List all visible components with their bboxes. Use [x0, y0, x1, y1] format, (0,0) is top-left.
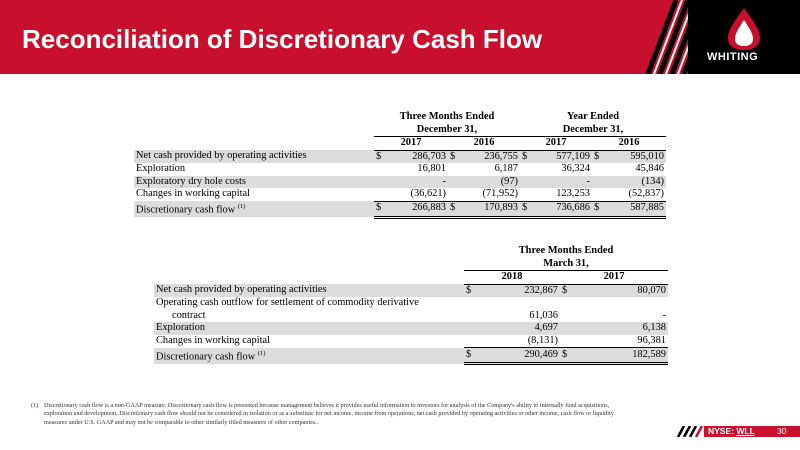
logo-wordmark: WHITING	[707, 51, 759, 63]
cell-value: 16,801	[417, 163, 446, 174]
cell-value: 170,893	[462, 201, 520, 217]
dollar-sign: $	[592, 150, 606, 163]
dollar-sign: $	[560, 284, 574, 297]
cell-value: 6,138	[574, 322, 668, 335]
cell-value: 587,885	[606, 201, 666, 217]
dollar-sign: $	[520, 201, 534, 217]
first-quarter-table	[154, 245, 668, 365]
page-number: 30	[777, 426, 787, 436]
table-row-continued	[154, 310, 668, 323]
year-header-row	[134, 137, 666, 151]
group-header-row	[134, 111, 666, 124]
cell-value: 595,010	[606, 150, 666, 163]
dollar-sign: $	[374, 150, 388, 163]
cell-value: 36,324	[561, 163, 590, 174]
cell-value: 80,070	[574, 284, 668, 297]
row-label: Net cash provided by operating activities	[154, 284, 464, 297]
dollar-sign: $	[448, 150, 462, 163]
dollar-sign: $	[448, 201, 462, 217]
year-header: 2017	[560, 271, 668, 285]
page-title: Reconciliation of Discretionary Cash Flow	[22, 24, 543, 54]
group-header: Three Months Ended	[399, 111, 495, 122]
cell-value: 45,846	[635, 163, 664, 174]
row-label: Discretionary cash flow $^{(1)}$	[154, 348, 464, 364]
dollar-sign: $	[374, 201, 388, 217]
dollar-sign: $	[464, 284, 478, 297]
dollar-sign: $	[592, 201, 606, 217]
row-label: Net cash provided by operating activities	[134, 150, 374, 163]
year-header-row	[154, 271, 668, 285]
footnote-marker: (1)	[257, 349, 266, 357]
group-subheader: December 31,	[520, 124, 666, 137]
cell-value: -	[388, 176, 448, 189]
group-subheader: March 31,	[464, 258, 668, 271]
dollar-sign: $	[560, 348, 574, 364]
row-label: Exploratory dry hole costs	[134, 176, 374, 189]
row-label: Operating cash outflow for settlement of commodity derivative	[156, 297, 419, 308]
cell-value: 736,686	[534, 201, 592, 217]
cell-value: 123,253	[534, 188, 592, 201]
row-label: Changes in working capital	[156, 334, 270, 346]
footer-stripe-decoration	[676, 426, 706, 437]
table-row	[134, 188, 666, 201]
fourth-quarter-and-annual-table	[134, 111, 666, 219]
total-row	[154, 348, 668, 364]
cell-value: (8,131)	[478, 335, 560, 348]
group-header: Three Months Ended	[518, 245, 614, 256]
cell-value: 4,697	[478, 322, 560, 335]
cell-value: (71,952)	[462, 188, 520, 201]
dollar-sign: $	[464, 348, 478, 364]
year-header: 2018	[464, 271, 560, 285]
cell-value: (97)	[462, 176, 520, 189]
cell-value: (36,621)	[388, 188, 448, 201]
cell-value: 266,883	[388, 201, 448, 217]
footnote	[31, 402, 614, 427]
year-header: 2016	[592, 137, 666, 151]
group-subheader-row	[134, 124, 666, 137]
cell-value: 290,469	[478, 348, 560, 364]
year-header: 2017	[374, 137, 448, 151]
cell-value: 236,755	[462, 150, 520, 163]
cell-value: -	[534, 176, 592, 189]
row-label: Changes in working capital	[136, 188, 250, 200]
table-row	[134, 163, 666, 176]
table-row	[134, 150, 666, 163]
row-label: Discretionary cash flow $^{(1)}$	[134, 201, 374, 217]
year-header: 2016	[448, 137, 520, 151]
dollar-sign: $	[520, 150, 534, 163]
cell-value: 286,703	[388, 150, 448, 163]
stock-ticker: NYSE: WLL	[708, 426, 755, 436]
group-subheader-row	[154, 258, 668, 271]
cell-value: 577,109	[534, 150, 592, 163]
total-row	[134, 201, 666, 217]
cell-value: 232,867	[478, 284, 560, 297]
group-subheader: December 31,	[374, 124, 520, 137]
cell-value: 96,381	[574, 335, 668, 348]
footnote-text: Discretionary cash flow is a non-GAAP measure. Discretionary cash flow is presented because management believes it provides useful information to investors for analysis of the Company's ability to internally fund acquisitions, exploration and development. Discretionary cash flow should not be considered in isolation or as a substitute for net income, income from operations, net cash provided by operating activities or other income, cash flow or liquidity measures under U.S. GAAP and may not be comparable to other similarly titled measures of other companies..	[44, 402, 614, 426]
footnote-marker: (1)	[237, 203, 246, 211]
group-header-row	[154, 245, 668, 258]
cell-value: (52,837)	[606, 188, 666, 201]
row-label-continued: contract	[172, 309, 206, 321]
company-logo	[688, 0, 800, 74]
row-label: Exploration	[136, 163, 186, 174]
table-row	[154, 297, 668, 310]
table-row	[134, 176, 666, 189]
table-row	[154, 284, 668, 297]
cell-value: -	[662, 309, 666, 321]
table-row	[154, 322, 668, 335]
cell-value: 6,187	[494, 163, 518, 174]
cell-value: 61,036	[529, 309, 558, 321]
cell-value: (134)	[606, 176, 666, 189]
title-banner	[0, 0, 800, 74]
group-header: Year Ended	[566, 111, 620, 122]
footnote-marker: (1)	[31, 402, 39, 409]
year-header: 2017	[520, 137, 592, 151]
cell-value: 182,589	[574, 348, 668, 364]
row-label: Exploration	[154, 322, 464, 335]
table-row	[154, 335, 668, 348]
